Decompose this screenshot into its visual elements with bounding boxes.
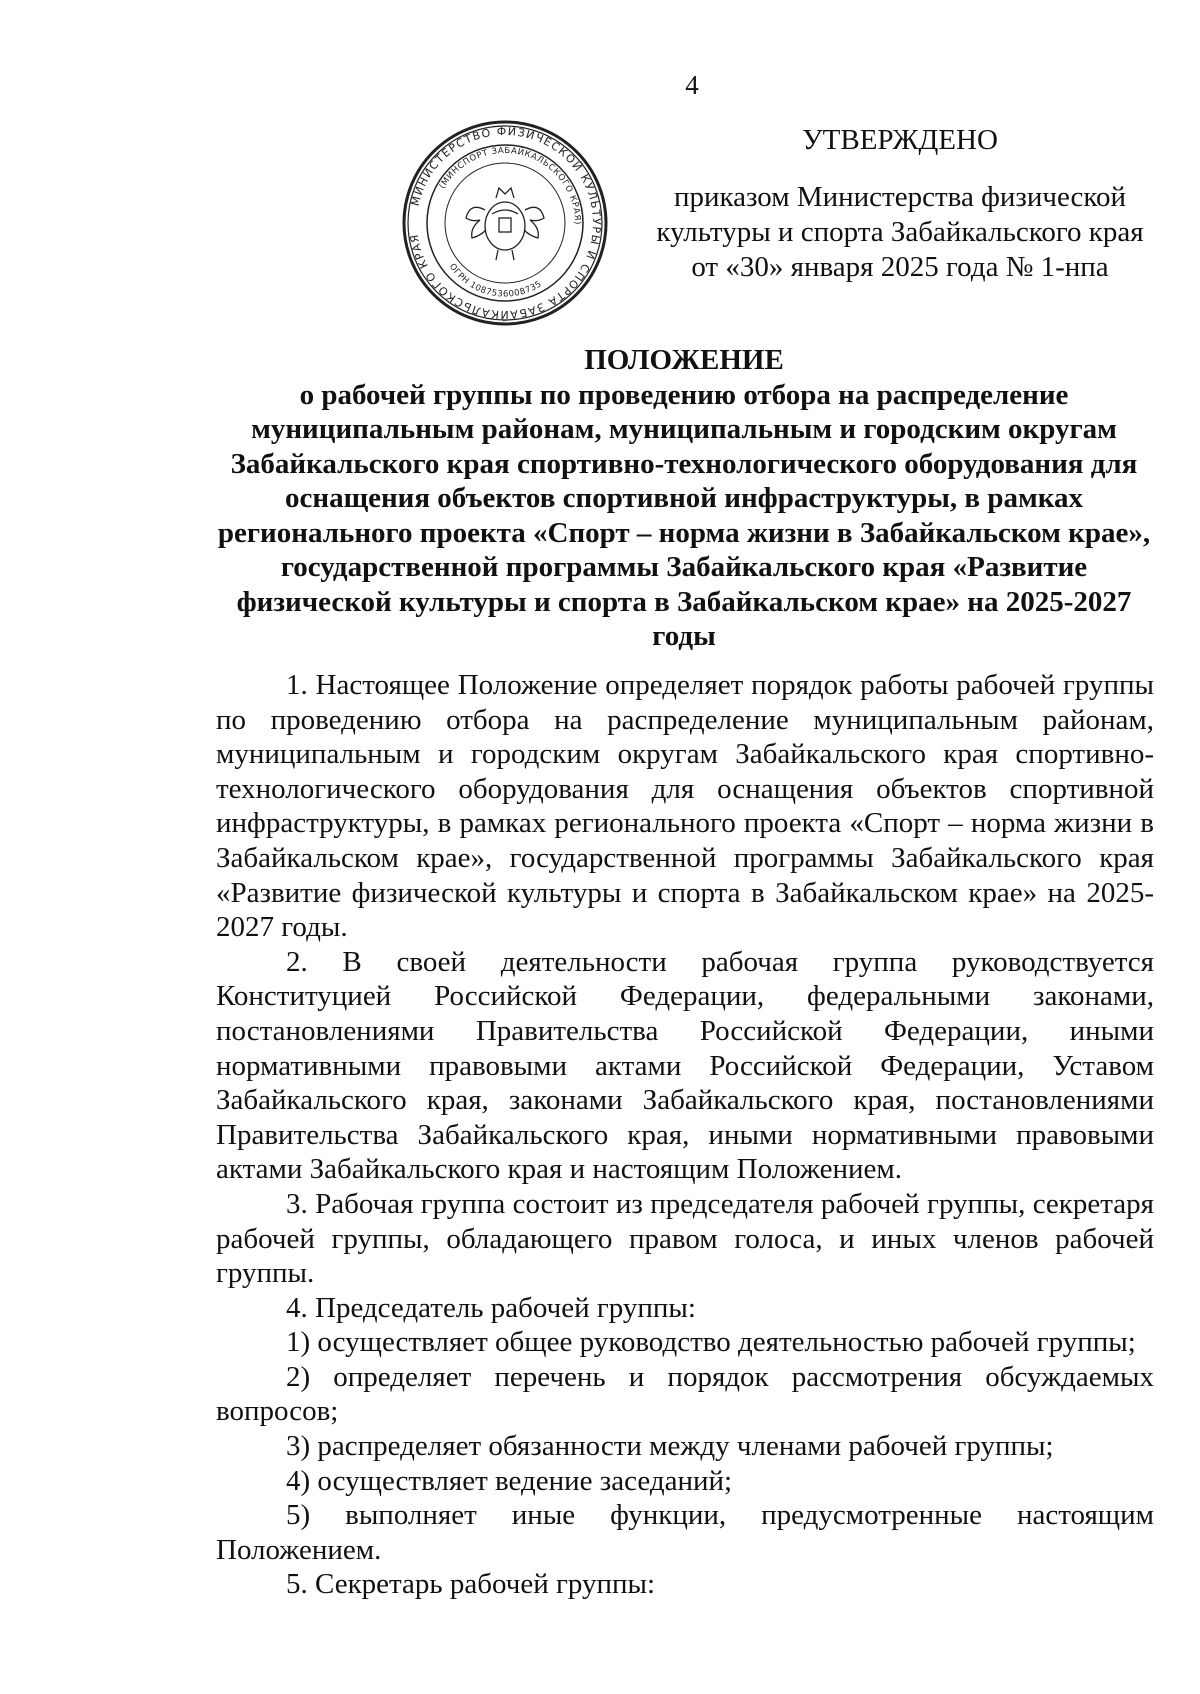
approval-line: приказом Министерства физической [673, 181, 1127, 213]
coat-of-arms-icon [466, 188, 544, 260]
document-body [216, 668, 1154, 1602]
svg-text:ОГРН 1087536008735 [447, 262, 544, 300]
body-paragraph: 4. Председатель рабочей группы: [286, 1291, 696, 1324]
approval-block [640, 180, 1160, 285]
seal-outer-text: МИНИСТЕРСТВО ФИЗИЧЕСКОЙ КУЛЬТУРЫ И СПОРТА ЗАБАЙКАЛЬСКОГО КРАЯ [407, 124, 604, 322]
body-paragraph: 1) осуществляет общее руководство деятельностью рабочей группы; [286, 1326, 1136, 1359]
title-line: годы [652, 620, 716, 652]
body-paragraph: 2. В своей деятельности рабочая группа руководствуется Конституцией Российской Федерации, федеральными законами, постановлениями Правительства Российской Федерации, иными нормативными правовыми актами Российской Федерации, Уставом Забайкальского края, законами Забайкальского края, постановлениями Правительства Забайкальского края, иными нормативными правовыми актами Забайкальского края и настоящим Положением. [216, 945, 1154, 1186]
title-line: Забайкальского края спортивно-технологического оборудования для [230, 447, 1138, 480]
body-paragraph: 5) выполняет иные функции, предусмотренные настоящим Положением. [216, 1499, 1154, 1566]
title-line: физической культуры и спорта в Забайкальском крае» на 2025-2027 [236, 585, 1132, 618]
official-seal-stamp [400, 118, 610, 328]
approval-line: культуры и спорта Забайкальского края [656, 216, 1144, 248]
seal-ogrn-text: ОГРН 1087536008735 [446, 261, 544, 300]
title-line: оснащения объектов спортивной инфраструктуры, в рамках [285, 482, 1083, 514]
body-paragraph: 2) определяет перечень и порядок рассмотрения обсуждаемых вопросов; [216, 1360, 1154, 1428]
body-paragraph: 5. Секретарь рабочей группы: [286, 1568, 656, 1601]
document-title [214, 343, 1154, 654]
document-heading: ПОЛОЖЕНИЕ [584, 344, 784, 376]
body-paragraph: 1. Настоящее Положение определяет порядок работы рабочей группы по проведению отбора на распределение муниципальным районам, муниципальным и городским округам Забайкальского края спортивно-технологического оборудования для оснащения объектов спортивной инфраструктуры, в рамках регионального проекта «Спорт – норма жизни в Забайкальском крае», государственной программы Забайкальского края «Развитие физической культуры и спорта в Забайкальском крае» на 2025-2027 годы. [216, 669, 1154, 944]
body-paragraph: 3) распределяет обязанности между членами рабочей группы; [286, 1430, 1054, 1463]
title-line: государственной программы Забайкальского края «Развитие [280, 551, 1088, 583]
title-line: муниципальным районам, муниципальным и городским округам [251, 413, 1117, 445]
body-paragraph: 4) осуществляет ведение заседаний; [286, 1464, 733, 1497]
approval-line: от «30» января 2025 года № 1-нпа [691, 251, 1109, 283]
body-paragraph: 3. Рабочая группа состоит из председателя рабочей группы, секретаря рабочей группы, обладающего правом голоса, и иных членов рабочей группы. [216, 1187, 1154, 1290]
approval-title: УТВЕРЖДЕНО [802, 124, 998, 156]
seal-inner-text: (МИНСПОРТ ЗАБАЙКАЛЬСКОГО КРАЯ) [437, 145, 583, 226]
title-line: регионального проекта «Спорт – норма жизни в Забайкальском крае», [217, 516, 1151, 549]
page-number: 4 [685, 70, 699, 100]
title-line: о рабочей группы по проведению отбора на распределение [299, 378, 1069, 411]
